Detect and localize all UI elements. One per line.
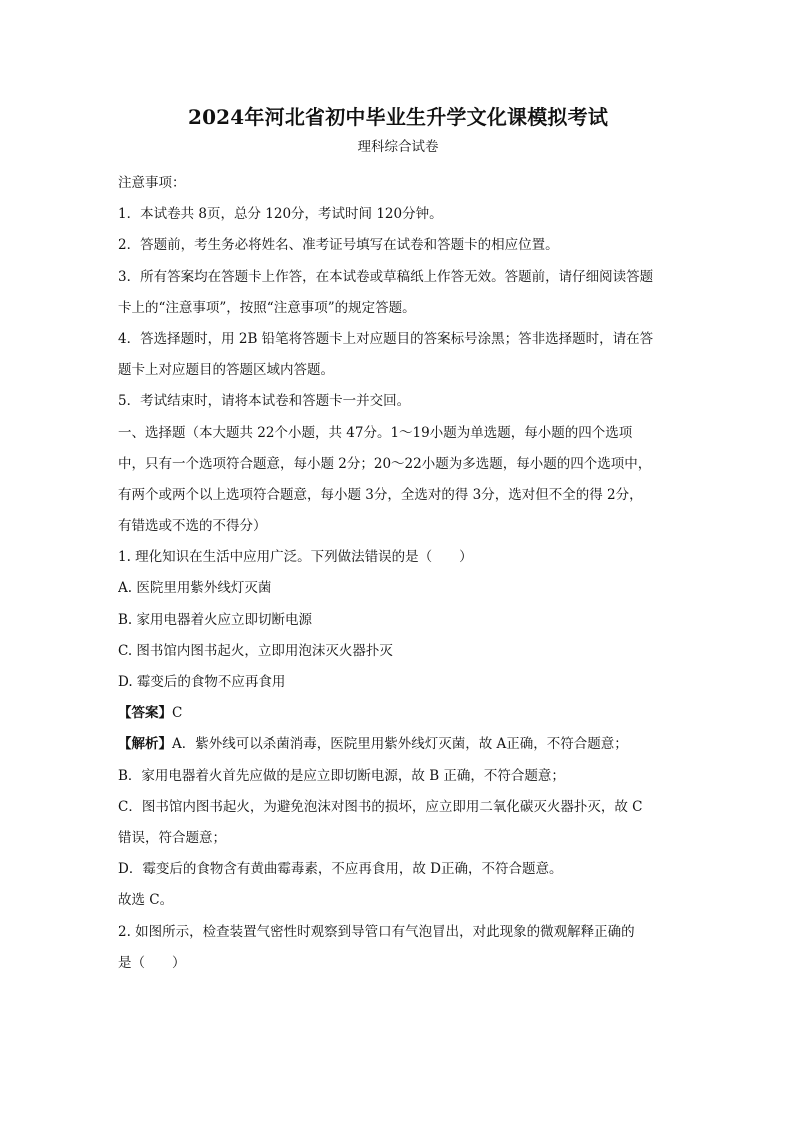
notice-item: 3．所有答案均在答题卡上作答，在本试卷或草稿纸上作答无效。答题前，请仔细阅读答题 (118, 268, 654, 285)
question-1-option-b: B. 家用电器着火应立即切断电源 (118, 611, 313, 628)
notice-heading: 注意事项： (118, 175, 186, 191)
notice-item: 2．答题前，考生务必将姓名、准考证号填写在试卷和答题卡的相应位置。 (118, 237, 559, 254)
question-1-analysis-line: 错误，符合题意； (118, 829, 226, 846)
answer-value: C (172, 705, 183, 722)
analysis-tag: 【解析】 (118, 736, 172, 753)
question-2-stem-continued: 是（ ） (118, 954, 186, 971)
notice-item: 1．本试卷共 8页，总分 120分，考试时间 120分钟。 (118, 206, 443, 223)
question-1-option-a: A. 医院里用紫外线灯灭菌 (118, 580, 272, 597)
notice-item-continued: 卡上的“注意事项”，按照“注意事项”的规定答题。 (118, 299, 416, 316)
question-1-analysis-line: D．霉变后的食物含有黄曲霉毒素，不应再食用，故 D正确，不符合题意。 (118, 861, 563, 878)
question-1-answer (118, 698, 678, 729)
question-1-option-d: D. 霉变后的食物不应再食用 (118, 674, 286, 690)
question-1-stem: 1. 理化知识在生活中应用广泛。下列做法错误的是（ ） (118, 549, 473, 566)
answer-tag: 【答案】 (118, 705, 172, 722)
notice-item-continued: 题卡上对应题目的答题区域内答题。 (118, 362, 334, 379)
question-2-stem: 2. 如图所示，检查装置气密性时观察到导管口有气泡冒出，对此现象的微观解释正确的 (118, 923, 635, 940)
notice-item: 4．答选择题时，用 2B 铅笔将答题卡上对应题目的答案标号涂黑；答非选择题时，请在答 (118, 330, 654, 347)
notice-item: 5．考试结束时，请将本试卷和答题卡一并交回。 (118, 393, 411, 410)
section-instructions: 一、选择题（本大题共 22个小题，共 47分。1～19小题为单选题，每小题的四个选项 (118, 424, 633, 441)
section-instructions-continued: 中，只有一个选项符合题意，每小题 2分；20～22小题为多选题，每小题的四个选项中， (118, 455, 652, 472)
section-instructions-continued: 有错选或不选的不得分） (118, 518, 267, 535)
section-instructions-continued: 有两个或两个以上选项符合题意，每小题 3分，全选对的得 3分，选对但不全的得 2分， (118, 486, 643, 503)
analysis-text: A．紫外线可以杀菌消毒，医院里用紫外线灯灭菌，故 A正确，不符合题意； (172, 736, 628, 753)
question-1-option-c: C. 图书馆内图书起火，立即用泡沫灭火器扑灭 (118, 642, 393, 659)
question-1-analysis-line: B．家用电器着火首先应做的是应立即切断电源，故 B 正确，不符合题意； (118, 767, 565, 784)
question-1-analysis (118, 729, 678, 760)
page-content (118, 103, 678, 979)
question-1-conclusion: 故选 C。 (118, 892, 174, 909)
exam-subtitle: 理科综合试卷 (357, 139, 439, 155)
exam-title: 2024年河北省初中毕业生升学文化课模拟考试 (187, 105, 609, 129)
question-1-analysis-line: C．图书馆内图书起火，为避免泡沫对图书的损坏，应立即用二氧化碳灭火器扑灭，故 C (118, 798, 643, 815)
